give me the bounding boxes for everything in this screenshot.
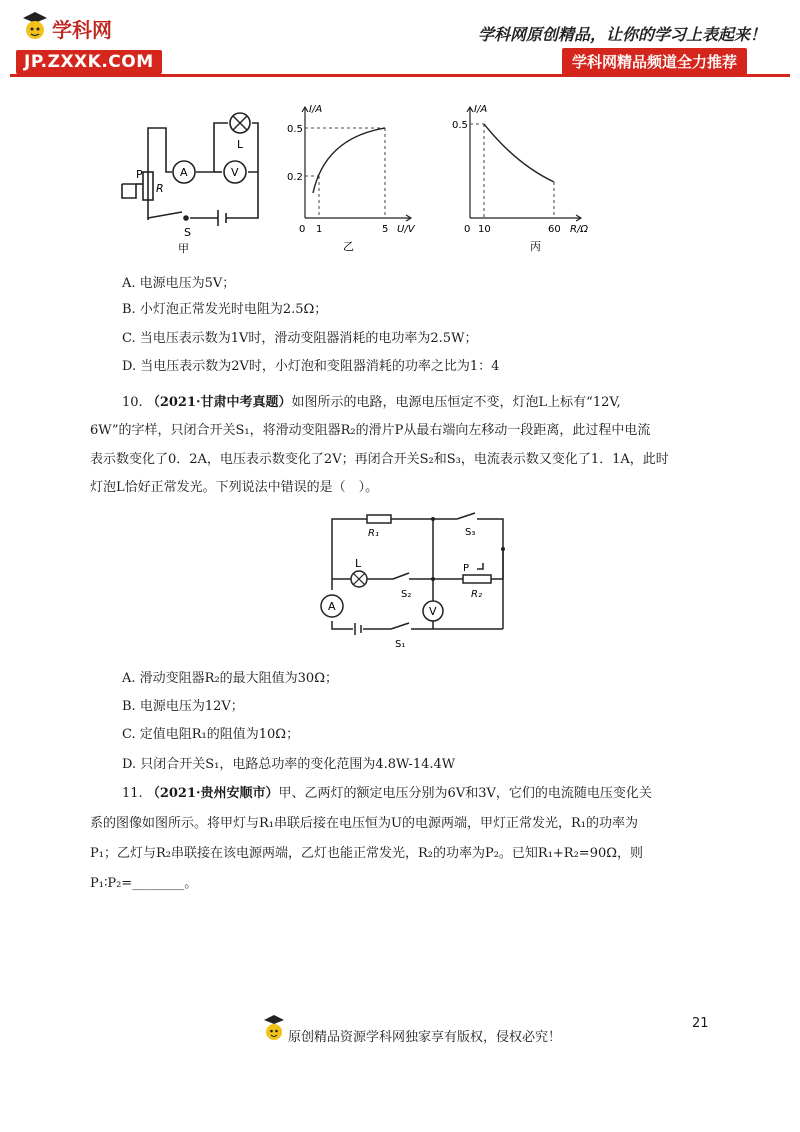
q11-source: （2021·贵州安顺市）: [146, 786, 279, 801]
graph-yi-ytick-0: 0.5: [287, 124, 303, 135]
q11-line-1: [122, 784, 652, 804]
q10-option-a: A. 滑动变阻器R₂的最大阻值为30Ω；: [122, 671, 338, 686]
figure-graph-yi: [285, 98, 425, 258]
header-divider: [10, 74, 790, 77]
graph-yi-ylabel: I/A: [309, 104, 323, 115]
graph-bing-xtick-1: 10: [478, 224, 491, 235]
q10-option-b: B. 电源电压为12V；: [122, 699, 244, 714]
q10-line-4: 灯泡L恰好正常发光。下列说法中错误的是（ ）。: [90, 480, 379, 495]
footer-mascot-icon: [262, 1014, 286, 1044]
circuit-label-s: S: [184, 226, 191, 239]
q10-line-1-text: 如图所示的电路，电源电压恒定不变，灯泡L上标有“12V,: [291, 395, 621, 410]
logo-mascot-icon: [20, 10, 50, 44]
graph-yi-xtick-0: 0: [299, 224, 306, 235]
figure-graph-bing: [450, 98, 600, 258]
q10-source: （2021·甘肃中考真题）: [146, 395, 292, 410]
graph-bing-xtick-0: 0: [464, 224, 471, 235]
q11-line-4: P₁∶P₂=________。: [90, 876, 198, 891]
circuit-label-a: A: [180, 166, 188, 179]
q9-option-b: B. 小灯泡正常发光时电阻为2.5Ω；: [122, 302, 328, 317]
q10-line-3: 表示数变化了0．2A，电压表示数变化了2V；再闭合开关S₂和S₃，电流表示数又变化了1．1A，此时: [90, 452, 669, 467]
q10-label-r1: R₁: [368, 528, 379, 539]
q9-option-c: C. 当电压表示数为1V时，滑动变阻器消耗的电功率为2.5W；: [122, 331, 478, 346]
page-number: 21: [692, 1016, 709, 1031]
q10-label-s3: S₃: [465, 527, 476, 538]
q11-line-3: P₁；乙灯与R₂串联接在该电源两端，乙灯也能正常发光，R₂的功率为P₂。已知R₁+R₂=90Ω，则: [90, 846, 644, 861]
q9-option-d: D. 当电压表示数为2V时，小灯泡和变阻器消耗的功率之比为1：4: [122, 359, 500, 374]
header-banner: 学科网精品频道全力推荐: [562, 48, 747, 75]
q11-number: 11.: [122, 786, 143, 801]
q10-label-v: V: [429, 605, 437, 618]
q10-label-p: P: [463, 563, 470, 574]
circuit-label-v: V: [231, 166, 239, 179]
circuit-label-p: P: [136, 168, 143, 181]
graph-yi-xtick-2: 5: [382, 224, 389, 235]
figure-circuit-q10: [315, 505, 515, 655]
q10-label-r2: R₂: [471, 589, 482, 600]
graph-yi-xtick-1: 1: [316, 224, 323, 235]
logo-name: 学科网: [52, 18, 112, 42]
graph-bing-xlabel: R/Ω: [570, 224, 588, 235]
graph-bing-ylabel: I/A: [474, 104, 488, 115]
q10-label-s1: S₁: [395, 639, 406, 650]
graph-yi-xlabel: U/V: [397, 224, 415, 235]
footer-copyright: 原创精品资源学科网独家享有版权，侵权必究！: [288, 1030, 562, 1045]
header-slogan: 学科网原创精品，让你的学习上表起来！: [478, 25, 767, 44]
graph-bing-ytick-0: 0.5: [452, 120, 468, 131]
graph-yi-ytick-1: 0.2: [287, 172, 303, 183]
figure-caption-yi: 乙: [343, 240, 354, 253]
q9-option-a: A. 电源电压为5V；: [122, 276, 236, 291]
circuit-label-r: R: [156, 182, 164, 195]
logo-url[interactable]: JP.ZXXK.COM: [16, 50, 162, 74]
circuit-label-l: L: [237, 138, 244, 151]
q10-label-a: A: [328, 600, 336, 613]
q10-option-d: D. 只闭合开关S₁，电路总功率的变化范围为4.8W-14.4W: [122, 757, 456, 772]
q11-line-2: 系的图像如图所示。将甲灯与R₁串联后接在电压恒为U的电源两端，甲灯正常发光，R₁的功率为: [90, 816, 638, 831]
figure-caption-bing: 丙: [530, 240, 541, 253]
figure-circuit-jia: [110, 100, 270, 260]
figure-caption-jia: 甲: [178, 242, 189, 255]
q10-number: 10.: [122, 395, 143, 410]
q10-line-2: 6W”的字样，只闭合开关S₁，将滑动变阻器R₂的滑片P从最右端向左移动一段距离，此过程中电流: [90, 423, 651, 438]
q11-line-1-text: 甲、乙两灯的额定电压分别为6V和3V，它们的电流随电压变化关: [278, 786, 652, 801]
q10-option-c: C. 定值电阻R₁的阻值为10Ω；: [122, 727, 300, 742]
graph-bing-xtick-2: 60: [548, 224, 561, 235]
q10-line-1: [122, 393, 621, 413]
header: [0, 0, 800, 80]
q10-label-s2: S₂: [401, 589, 412, 600]
q10-label-l: L: [355, 557, 362, 570]
